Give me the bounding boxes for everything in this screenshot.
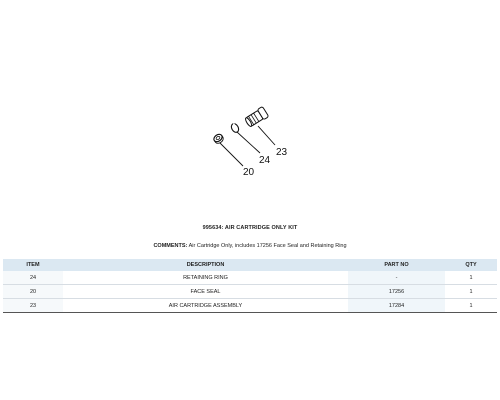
cell-item: 20 bbox=[3, 285, 63, 299]
table-row bbox=[3, 285, 497, 299]
header-description: DESCRIPTION bbox=[63, 259, 348, 271]
header-item: ITEM bbox=[3, 259, 63, 271]
table-row bbox=[3, 299, 497, 313]
cell-item: 24 bbox=[3, 271, 63, 285]
cell-part-no: 17284 bbox=[348, 299, 445, 313]
header-part-no: PART NO bbox=[348, 259, 445, 271]
cell-part-no: - bbox=[348, 271, 445, 285]
cell-part-no: 17256 bbox=[348, 285, 445, 299]
callout-23: 23 bbox=[276, 147, 288, 158]
leader-line-20 bbox=[220, 143, 243, 166]
leader-line-23 bbox=[258, 126, 275, 145]
callout-24: 24 bbox=[259, 155, 271, 166]
callout-20: 20 bbox=[243, 167, 255, 178]
cell-description: RETAINING RING bbox=[63, 271, 348, 285]
cell-description: FACE SEAL bbox=[63, 285, 348, 299]
cell-qty: 1 bbox=[445, 285, 497, 299]
kit-title: 995634: AIR CARTRIDGE ONLY KIT bbox=[202, 225, 298, 231]
cell-qty: 1 bbox=[445, 299, 497, 313]
table-header-row bbox=[3, 259, 497, 271]
parts-table bbox=[3, 259, 497, 313]
kit-comments bbox=[0, 243, 500, 249]
cell-qty: 1 bbox=[445, 271, 497, 285]
comments-label: COMMENTS: bbox=[153, 243, 188, 249]
cell-description: AIR CARTRIDGE ASSEMBLY bbox=[63, 299, 348, 313]
air-cartridge-assembly-part bbox=[244, 106, 269, 128]
comments-text: Air Cartridge Only, includes 17256 Face Seal and Retaining Ring bbox=[188, 243, 347, 249]
header-qty: QTY bbox=[445, 259, 497, 271]
table-row bbox=[3, 271, 497, 285]
face-seal-part bbox=[212, 133, 224, 145]
cell-item: 23 bbox=[3, 299, 63, 313]
leader-line-24 bbox=[237, 132, 260, 153]
retaining-ring-part bbox=[230, 122, 240, 133]
